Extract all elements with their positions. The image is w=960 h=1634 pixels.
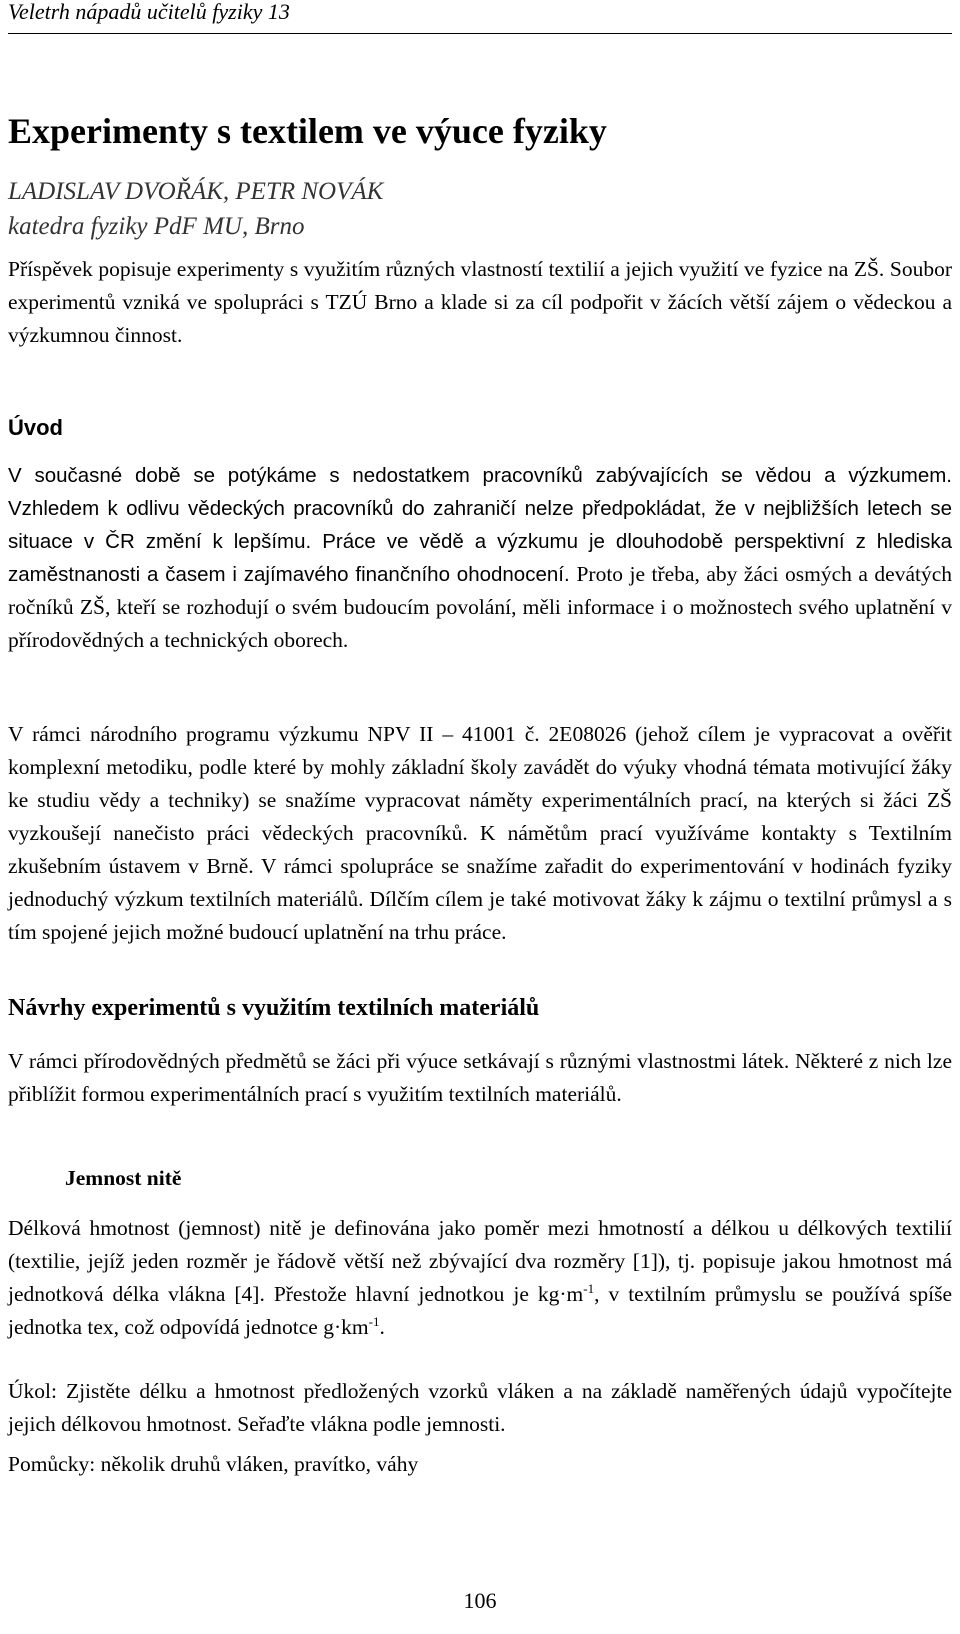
section-heading-experiments: Návrhy experimentů s využitím textilních materiálů — [8, 995, 540, 1021]
intro-paragraph-2: V rámci národního programu výzkumu NPV II – 41001 č. 2E08026 (jehož cílem je vypracovat a ověřit komplexní metodiku, podle které by mohly základní školy zavádět do výuky vhodná témata motivující žáky ke studiu vědy a techniky) se snažíme vypracovat náměty experimentálních prací, na kterých si žáci ZŠ vyzkoušejí nanečisto práci vědeckých pracovníků. K námětům prací využíváme kontakty s Textilním zkušebním ústavem v Brně. V rámci spolupráce se snažíme zařadit do experimentování v hodinách fyziky jednoduchý výzkum textilních materiálů. Dílčím cílem je také motivovat žáky k zájmu o textilní průmysl a s tím spojené jejich možné budoucí uplatnění na trhu práce. — [8, 722, 952, 944]
article-authors: LADISLAV DVOŘÁK, PETR NOVÁK — [8, 178, 384, 205]
intro-paragraph-1 — [8, 459, 952, 657]
fineness-text-b: , v textilním průmyslu se používá spíše jednotka tex, což odpovídá jednotce g·km — [8, 1282, 952, 1339]
running-title: Veletrh nápadů učitelů fyziky 13 — [8, 0, 290, 24]
article-affiliation: katedra fyziky PdF MU, Brno — [8, 213, 305, 240]
fineness-text-a: Délková hmotnost (jemnost) nitě je definována jako poměr mezi hmotností a délkou u délkových textilií (textilie, jejíž jeden rozměr je řádově větší než zbývající dva rozměry [1]), tj. popisuje jakou hmotnost má jednotková délka vlákna [4]. Přestože hlavní jednotkou je kg·m — [8, 1216, 952, 1306]
experiments-paragraph: V rámci přírodovědných předmětů se žáci při výuce setkávají s různými vlastnostmi látek. Některé z nich lze přiblížit formou experimentálních prací s využitím textilních materiálů. — [8, 1049, 952, 1106]
subsection-heading-fineness: Jemnost nitě — [65, 1166, 182, 1190]
fineness-paragraph — [8, 1212, 952, 1344]
page-number: 106 — [463, 1588, 497, 1613]
article-title: Experimenty s textilem ve výuce fyziky — [8, 111, 607, 151]
fineness-text-c: . — [379, 1315, 385, 1339]
fineness-sup-1: -1 — [583, 1280, 595, 1296]
tools-paragraph: Pomůcky: několik druhů vláken, pravítko, váhy — [8, 1452, 419, 1476]
intro-paragraph-1-text: V současné době se potýkáme s nedostatkem pracovníků zabývajících se vědou a výzkumem. Vzhledem k odlivu vědeckých pracovníků do zahraničí nelze předpokládat, že v nejbližších letech se situace v ČR změní k lepšímu. Práce ve vědě a výzkumu je dlouhodobě perspektivní z hlediska zaměstnanosti a časem i zajímavého finančního ohodnocení. — [8, 464, 952, 586]
section-heading-intro: Úvod — [8, 415, 63, 440]
abstract-paragraph: Příspěvek popisuje experimenty s využitím různých vlastností textilií a jejich využití ve fyzice na ZŠ. Soubor experimentů vzniká ve spolupráci s TZÚ Brno a klade si za cíl podpořit v žácích větší zájem o vědeckou a výzkumnou činnost. — [8, 257, 952, 347]
intro-paragraph-1-continuation: Proto je třeba, aby žáci osmých a devátých ročníků ZŠ, kteří se rozhodují o svém budoucím povolání, měli informace i o možnostech svého uplatnění v přírodovědných a technických oborech. — [8, 562, 952, 652]
fineness-sup-2: -1 — [368, 1313, 380, 1329]
running-header — [8, 0, 952, 34]
task-paragraph: Úkol: Zjistěte délku a hmotnost předložených vzorků vláken a na základě naměřených údajů vypočítejte jejich délkovou hmotnost. Seřaďte vlákna podle jemnosti. — [8, 1379, 952, 1436]
